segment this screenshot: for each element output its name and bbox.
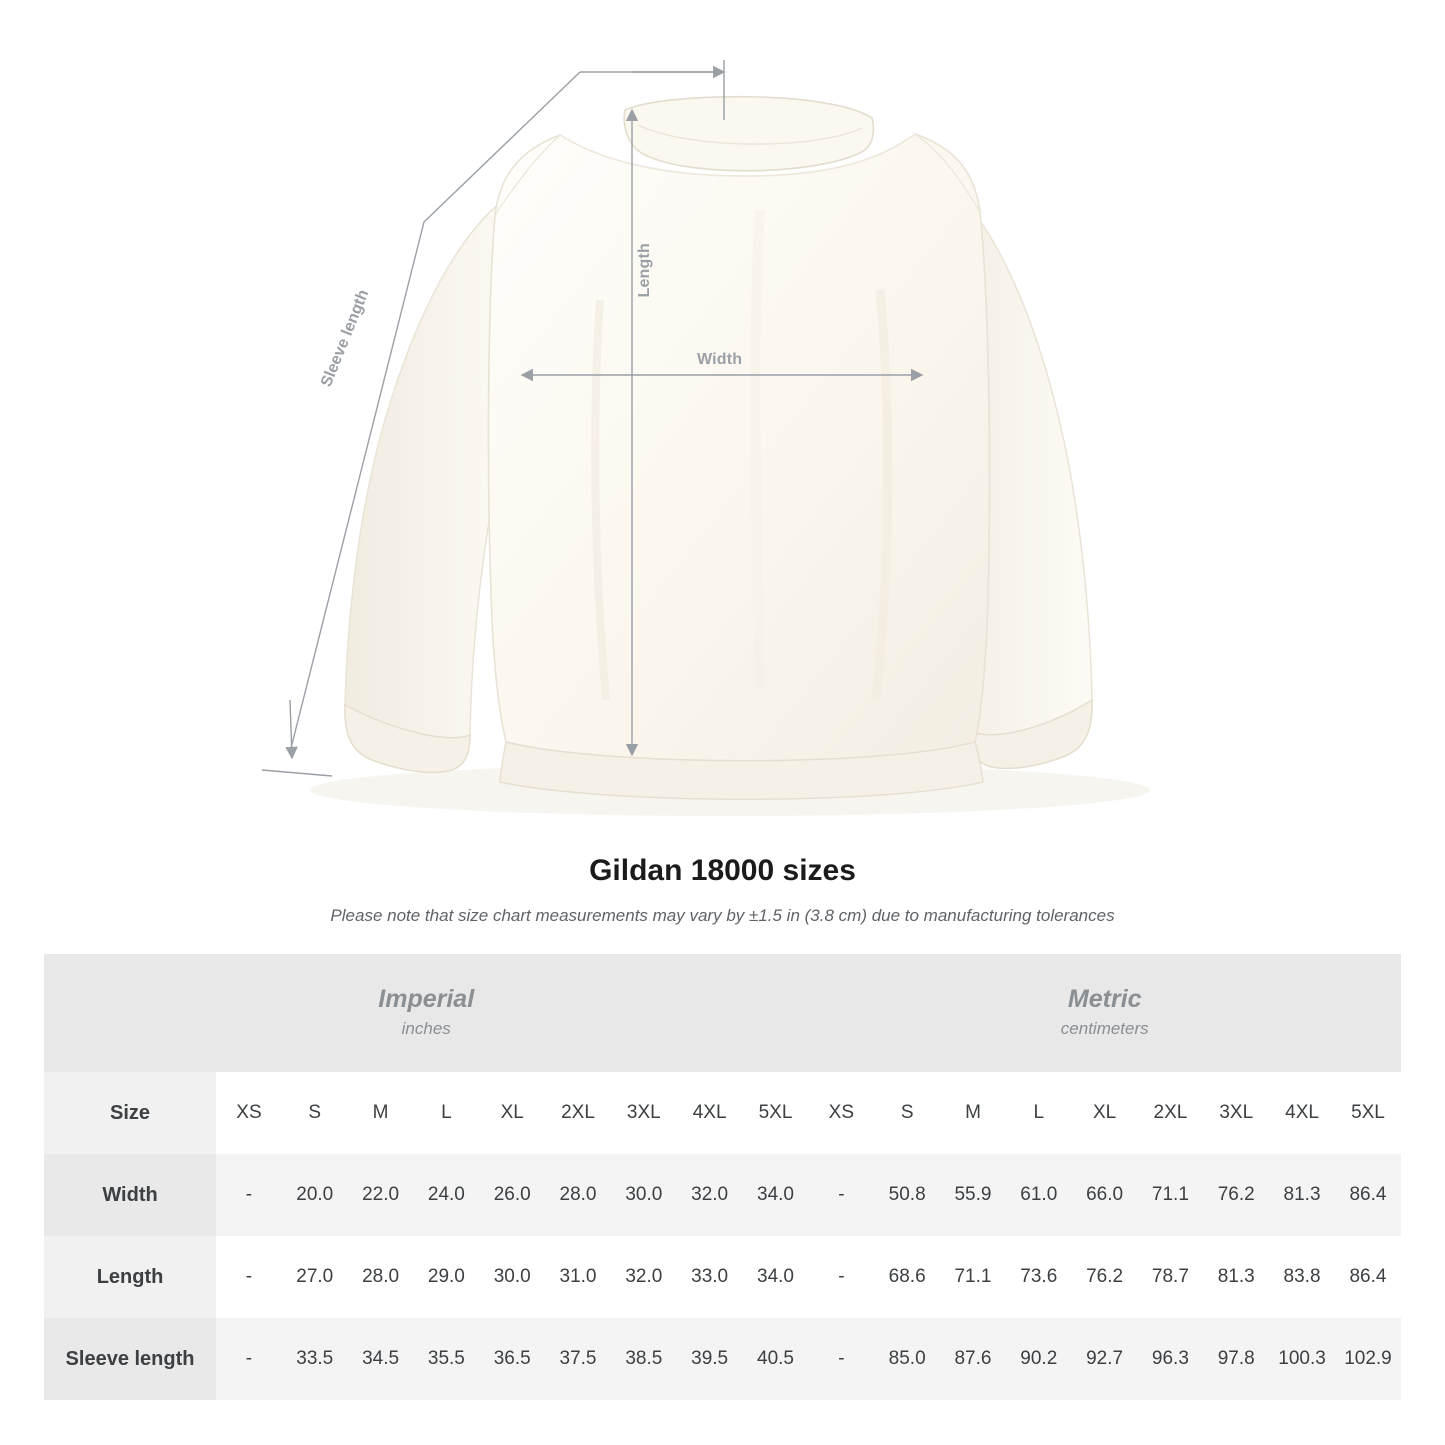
cell: 27.0 [282,1236,348,1318]
metric-header-cell [808,954,1401,1072]
col-header-imp-4xl: 4XL [677,1072,743,1154]
imperial-title: Imperial [378,984,475,1013]
cell: 34.0 [743,1236,809,1318]
col-header-met-3xl: 3XL [1203,1072,1269,1154]
cell: 34.5 [348,1318,414,1400]
size-header-row [44,1072,1401,1154]
cell: 85.0 [874,1318,940,1400]
cell: 83.8 [1269,1236,1335,1318]
row-label-width: Width [44,1154,216,1236]
cell: 26.0 [479,1154,545,1236]
cell: 86.4 [1335,1236,1401,1318]
col-header-met-xl: XL [1072,1072,1138,1154]
sleeve-length-dimension-label: Sleeve length [318,287,373,390]
cell: 50.8 [874,1154,940,1236]
cell: 90.2 [1006,1318,1072,1400]
col-header-imp-xl: XL [479,1072,545,1154]
cell: 30.0 [611,1154,677,1236]
col-header-imp-5xl: 5XL [743,1072,809,1154]
col-header-imp-3xl: 3XL [611,1072,677,1154]
size-table-wrapper [44,954,1401,1400]
cell: 76.2 [1203,1154,1269,1236]
col-header-imp-s: S [282,1072,348,1154]
col-header-met-xs: XS [808,1072,874,1154]
size-table [44,954,1401,1400]
cell: - [808,1154,874,1236]
cell: 55.9 [940,1154,1006,1236]
page-title: Gildan 18000 sizes [589,854,856,887]
cell: 40.5 [743,1318,809,1400]
col-header-imp-m: M [348,1072,414,1154]
cell: 76.2 [1072,1236,1138,1318]
cell: 30.0 [479,1236,545,1318]
cell: 28.0 [545,1154,611,1236]
cell: 33.5 [282,1318,348,1400]
cell: 36.5 [479,1318,545,1400]
cell: 100.3 [1269,1318,1335,1400]
cell: 96.3 [1138,1318,1204,1400]
cell: 22.0 [348,1154,414,1236]
cell: 71.1 [940,1236,1006,1318]
cell: 97.8 [1203,1318,1269,1400]
row-label-length: Length [44,1236,216,1318]
cell: 61.0 [1006,1154,1072,1236]
metric-subtitle: centimeters [1060,1019,1149,1039]
cell: - [216,1154,282,1236]
imperial-subtitle: inches [401,1019,451,1039]
cell: 86.4 [1335,1154,1401,1236]
cell: 102.9 [1335,1318,1401,1400]
row-label-sleeve-length: Sleeve length [44,1318,216,1400]
cell: 35.5 [413,1318,479,1400]
cell: 20.0 [282,1154,348,1236]
cell: 34.0 [743,1154,809,1236]
cell: - [216,1318,282,1400]
length-dimension-label: Length [636,243,653,298]
cell: 32.0 [677,1154,743,1236]
cell: 92.7 [1072,1318,1138,1400]
cell: 71.1 [1138,1154,1204,1236]
table-row [44,1236,1401,1318]
cell: 37.5 [545,1318,611,1400]
cell: - [808,1236,874,1318]
metric-title: Metric [1067,984,1142,1013]
unit-header-row [44,954,1401,1072]
table-row [44,1318,1401,1400]
cell: 31.0 [545,1236,611,1318]
col-header-met-5xl: 5XL [1335,1072,1401,1154]
table-row [44,1154,1401,1236]
col-header-met-l: L [1006,1072,1072,1154]
cell: 78.7 [1138,1236,1204,1318]
imperial-header-cell [44,954,808,1072]
cell: 87.6 [940,1318,1006,1400]
tolerance-note: Please note that size chart measurements may vary by ±1.5 in (3.8 cm) due to manufacturing tolerances [330,906,1115,925]
cell: 66.0 [1072,1154,1138,1236]
cell: 28.0 [348,1236,414,1318]
cell: 38.5 [611,1318,677,1400]
cell: - [216,1236,282,1318]
cell: 68.6 [874,1236,940,1318]
width-dimension-label: Width [697,351,743,368]
cell: - [808,1318,874,1400]
col-header-imp-xs: XS [216,1072,282,1154]
cell: 32.0 [611,1236,677,1318]
cell: 33.0 [677,1236,743,1318]
cell: 24.0 [413,1154,479,1236]
col-header-imp-l: L [413,1072,479,1154]
col-header-met-2xl: 2XL [1138,1072,1204,1154]
col-header-met-m: M [940,1072,1006,1154]
col-header-met-4xl: 4XL [1269,1072,1335,1154]
col-header-imp-2xl: 2XL [545,1072,611,1154]
col-header-met-s: S [874,1072,940,1154]
cell: 81.3 [1203,1236,1269,1318]
cell: 73.6 [1006,1236,1072,1318]
size-header-label: Size [44,1072,216,1154]
cell: 81.3 [1269,1154,1335,1236]
cell: 39.5 [677,1318,743,1400]
cell: 29.0 [413,1236,479,1318]
